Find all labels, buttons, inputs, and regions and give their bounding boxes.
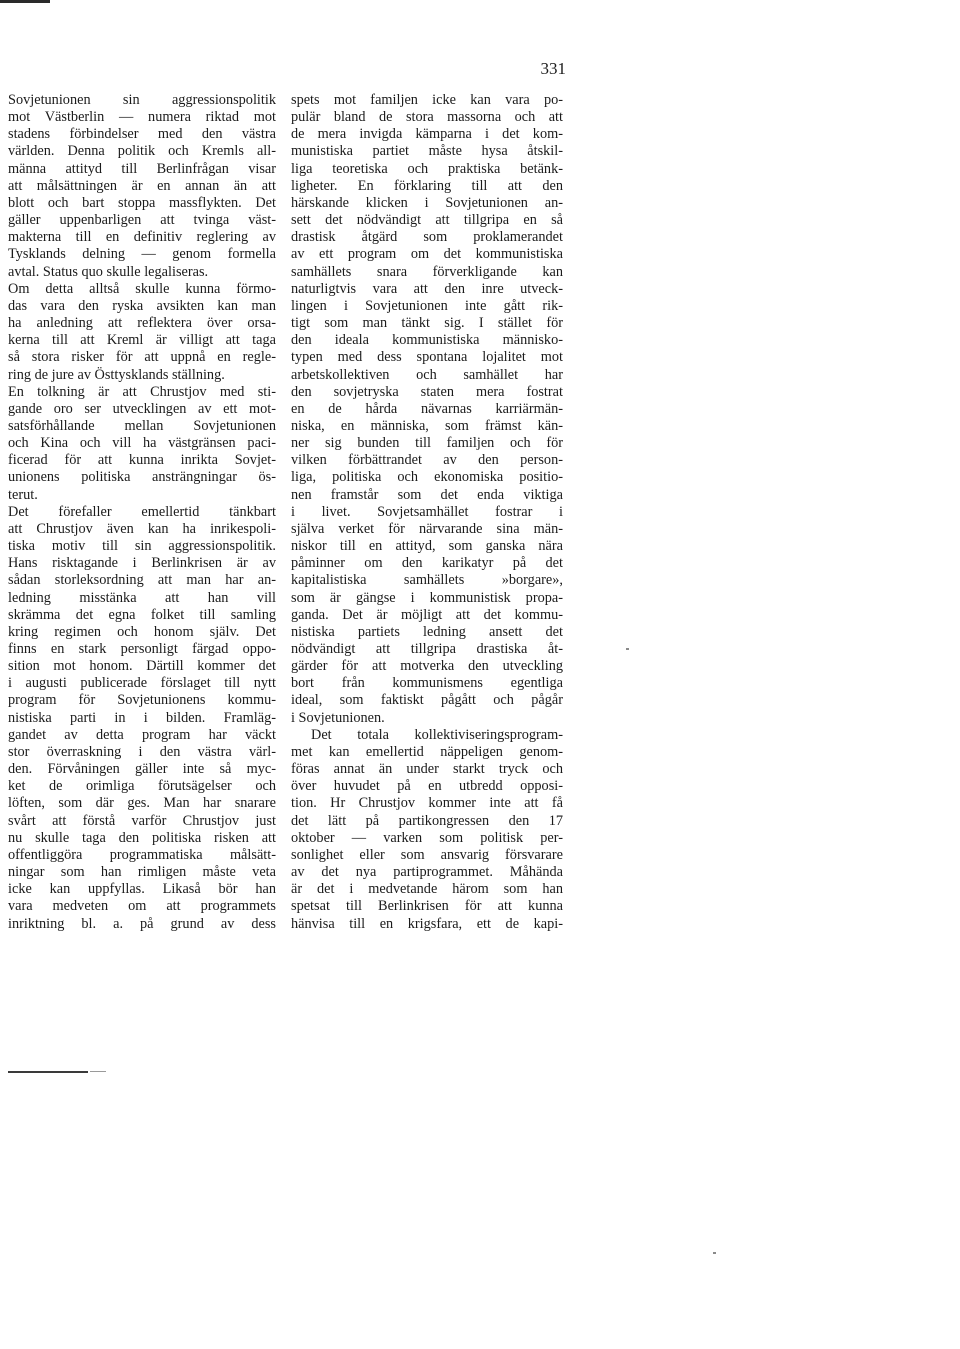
text-line: munistiska partiet måste hysa åtskil- (291, 143, 563, 160)
paragraph (8, 384, 276, 504)
text-line: att Chrustjov även kan ha inrikespoli- (8, 520, 276, 537)
text-line: lingen i Sovjetunionen inte gått rik- (291, 297, 563, 314)
text-column-right (291, 92, 563, 933)
text-line: ledning misstänka att han vill (8, 589, 276, 606)
text-line: härskande klicken i Sovjetunionen an- (291, 194, 563, 211)
text-line: ket de orimliga förutsägelser och (8, 778, 276, 795)
text-line: vilken förbättrandet av den person- (291, 452, 563, 469)
text-line: nistiska parti in i bilden. Framläg- (8, 709, 276, 726)
text-line: själva verket för närvarande sina män- (291, 520, 563, 537)
text-line: gäller uppenbarligen att tvinga väst- (8, 212, 276, 229)
text-line: tigt som man tänkt sig. I stället för (291, 315, 563, 332)
text-line: drastisk åtgärd som proklamerandet (291, 229, 563, 246)
text-line: unionens politiska ansträngningar ös- (8, 469, 276, 486)
text-line: program för Sovjetunionens kommu- (8, 692, 276, 709)
text-line: världen. Denna politik och Kremls all- (8, 143, 276, 160)
paragraph (8, 92, 276, 281)
text-line: arbetskollektiven och samhället har (291, 366, 563, 383)
text-line: nu skulle taga den politiska risken att (8, 829, 276, 846)
text-line: ha anledning att reflektera över orsa- (8, 315, 276, 332)
text-line: das vara den ryska avsikten kan man (8, 297, 276, 314)
text-line: och Kina och vill ha västgränsen paci- (8, 435, 276, 452)
text-line: pulär bland de stora massorna och att (291, 109, 563, 126)
text-line: gandet av detta program har väckt (8, 726, 276, 743)
text-line: av ett program om det kommunistiska (291, 246, 563, 263)
text-line: sonlighet eller som ansvarig försvarare (291, 846, 563, 863)
paragraph (291, 92, 563, 727)
text-line: ficerad för att kunna inrikta Sovjet- (8, 452, 276, 469)
text-line: spets mot familjen icke kan vara po- (291, 92, 563, 108)
text-line: Hans risktagande i Berlinkrisen är av (8, 555, 276, 572)
text-line: sition mot honom. Därtill kommer det (8, 658, 276, 675)
text-line: i augusti publicerade förslaget till nytt (8, 675, 276, 692)
text-line: ningar som han rimligen måste veta (8, 864, 276, 881)
text-line: männa attityd till Berlinfrågan visar (8, 160, 276, 177)
text-line: terut. (8, 486, 38, 503)
text-line: finns en stark personligt färgad oppo- (8, 641, 276, 657)
text-line: vara medveten om att programmets (8, 898, 276, 915)
text-line: samhällets snara förverkligande kan (291, 263, 563, 280)
text-line: niska, en människa, som främst kän- (291, 417, 563, 434)
text-line: offentliggöra programmatiska målsätt- (8, 846, 276, 863)
scan-edge-mark (0, 0, 50, 3)
text-line: Det totala kollektiviseringsprogram- (311, 726, 563, 743)
text-line: så stora risker för att uppnå en regle- (8, 349, 276, 366)
text-line: kring regimen och honom själv. Det (8, 623, 276, 640)
text-line: bort från kommunismens egentliga (291, 675, 563, 692)
text-line: de mera invigda kämparna i det kom- (291, 126, 563, 143)
text-line: svårt att förstå varför Chrustjov just (8, 812, 276, 829)
text-line: inriktning bl. a. på grund av dess (8, 915, 276, 932)
footer-rule (8, 1071, 88, 1073)
text-line: nistiska partiets ledning ansett det (291, 623, 563, 640)
text-line: Sovjetunionen sin aggressionspolitik (8, 92, 276, 108)
text-line: i Sovjetunionen. (291, 709, 385, 726)
text-line: oktober — varken som politisk per- (291, 829, 563, 846)
text-line: en de hårda nävarnas karriärmän- (291, 400, 563, 417)
text-line: tiska motiv till sin aggressionspolitik. (8, 538, 276, 555)
text-line: nödvändigt att tillgripa drastiska åt- (291, 641, 563, 657)
paragraph (291, 727, 563, 933)
text-line: är det i medvetande härom som han (291, 881, 563, 898)
text-line: det lätt på partikongressen den 17 (291, 812, 563, 829)
text-line: av det nya partiprogrammet. Måhända (291, 864, 563, 881)
text-line: ideal, som faktiskt pågått och pågår (291, 692, 563, 709)
text-line: gande oro ser utvecklingen av ett mot- (8, 400, 276, 417)
text-line: icke kan uppfyllas. Likaså bör han (8, 881, 276, 898)
text-line: stadens förbindelser med den västra (8, 126, 276, 143)
text-line: liga teoretiska och praktiska betänk- (291, 160, 563, 177)
text-line: kerna till att Kreml är villigt att taga (8, 332, 276, 349)
text-line: liga, politiska och ekonomiska positio- (291, 469, 563, 486)
text-line: ganda. Det är möjligt att det kommu- (291, 606, 563, 623)
paragraph (8, 504, 276, 933)
text-line: En tolkning är att Chrustjov med sti- (8, 383, 276, 400)
text-line: ligheter. En förklaring till att den (291, 177, 563, 194)
text-line: niskor till en attityd, som ganska nära (291, 538, 563, 555)
scan-speck (626, 648, 629, 650)
text-line: typen med dess spontana lojalitet mot (291, 349, 563, 366)
text-line: blott och bart stoppa massflykten. Det (8, 194, 276, 211)
text-line: att målsättningen är en annan än att (8, 177, 276, 194)
text-line: som är gängse i kommunistisk propa- (291, 589, 563, 606)
scan-speck (713, 1252, 716, 1254)
text-line: mot Västberlin — numera riktad mot (8, 109, 276, 126)
text-column-left (8, 92, 276, 933)
text-line: Tysklands delning — genom formella (8, 246, 276, 263)
text-line: den sovjetryska staten mera fostrat (291, 383, 563, 400)
text-line: nen framstår som det enda viktiga (291, 486, 563, 503)
text-line: kapitalistiska samhällets »borgare», (291, 572, 563, 589)
text-line: löften, som där ges. Man har snarare (8, 795, 276, 812)
text-line: föras annat än under starkt tryck och (291, 761, 563, 778)
text-line: skrämma det egna folket till samling (8, 606, 276, 623)
text-line: över huvudet på en utbredd opposi- (291, 778, 563, 795)
text-line: stor överraskning i den västra värl- (8, 743, 276, 760)
text-line: hänvisa till en krigsfara, ett de kapi- (291, 915, 563, 932)
text-line: Det förefaller emellertid tänkbart (8, 503, 276, 520)
text-line: ner sig bunden till familjen och för (291, 435, 563, 452)
text-line: Om detta alltså skulle kunna förmo- (8, 280, 276, 297)
footer-rule-faint (90, 1071, 106, 1072)
text-line: makterna till en definitiv reglering av (8, 229, 276, 246)
text-line: met kan emellertid näppeligen genom- (291, 743, 563, 760)
text-line: sett det nödvändigt att tillgripa en så (291, 212, 563, 229)
text-line: avtal. Status quo skulle legaliseras. (8, 263, 209, 280)
text-line: sådan storleksordning att man har an- (8, 572, 276, 589)
page-number: 331 (540, 59, 566, 78)
paragraph (8, 281, 276, 384)
text-line: ring de jure av Östtysklands ställning. (8, 366, 225, 383)
text-line: den. Förvåningen gäller inte så myc- (8, 761, 276, 778)
text-line: satsförhållande mellan Sovjetunionen (8, 417, 276, 434)
text-line: gärder för att motverka den utveckling (291, 658, 563, 675)
text-line: påminner om den karikatyr på det (291, 555, 563, 572)
text-line: tion. Hr Chrustjov kommer inte att få (291, 795, 563, 812)
text-line: spetsat till Berlinkrisen för att kunna (291, 898, 563, 915)
text-line: naturligtvis vara att den inre utveck- (291, 280, 563, 297)
text-line: i livet. Sovjetsamhället fostrar i (291, 503, 563, 520)
text-line: den ideala kommunistiska människo- (291, 332, 563, 349)
